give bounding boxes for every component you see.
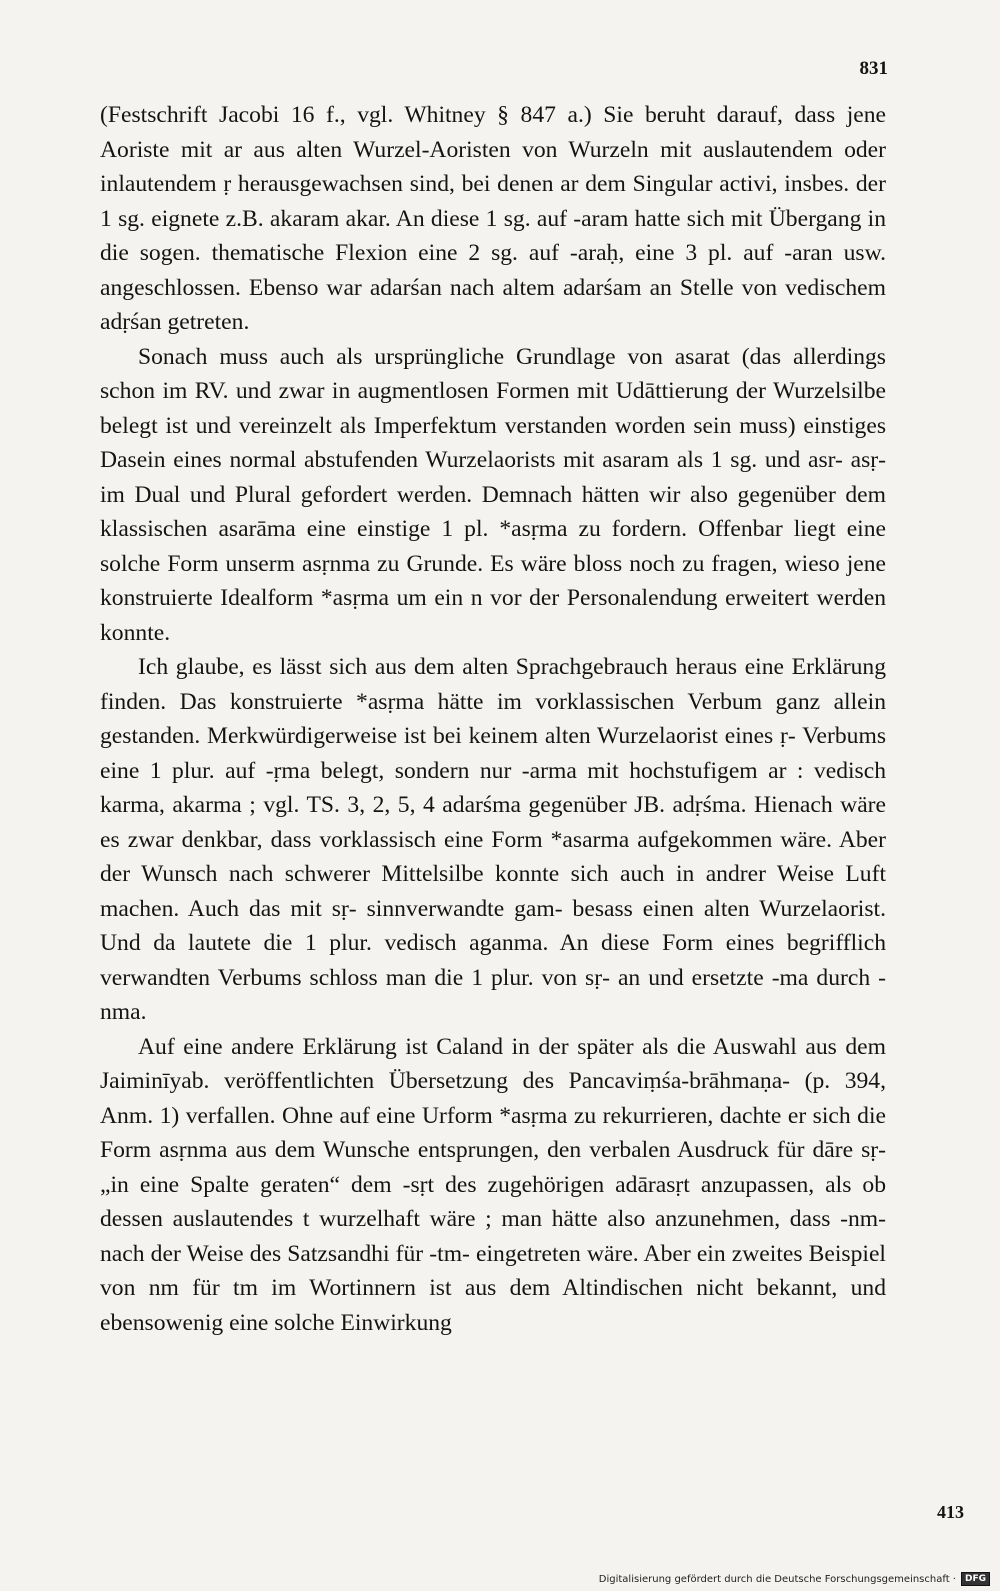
page-number-top: 831 xyxy=(859,58,888,79)
paragraph-1: (Festschrift Jacobi 16 f., vgl. Whitney § 847 a.) Sie beruht darauf, dass jene Aoriste mit ar aus alten Wurzel-Aoristen von Wurzeln mit auslautendem oder inlautendem ṛ herausgewachsen sind, bei denen ar dem Singular activi, insbes. der 1 sg. eignete z.B. akaram akar. An diese 1 sg. auf -aram hatte sich mit Übergang in die sogen. thematische Flexion eine 2 sg. auf -araḥ, eine 3 pl. auf -aran usw. angeschlossen. Ebenso war adarśan nach altem adarśam an Stelle von vedischem adṛśan getreten. xyxy=(100,102,886,335)
footer-bar xyxy=(599,1572,990,1586)
paragraph-2: Sonach muss auch als ursprüngliche Grundlage von asarat (das allerdings schon im RV. und zwar in augmentlosen Formen mit Udāttierung der Wurzelsilbe belegt ist und vereinzelt als Imperfektum verstanden worden sein muss) einstiges Dasein eines normal abstufenden Wurzelaorists mit asaram als 1 sg. und asr- asṛ- im Dual und Plural gefordert werden. Demnach hätten wir also gegenüber dem klassischen asarāma eine einstige 1 pl. *asṛma zu fordern. Offenbar liegt eine solche Form unserm asṛnma zu Grunde. Es wäre bloss noch zu fragen, wieso jene konstruierte Idealform *asṛma um ein n vor der Personalendung erweitert werden konnte. xyxy=(100,343,886,646)
page-number-bottom: 413 xyxy=(937,1502,964,1522)
paragraph-3: Ich glaube, es lässt sich aus dem alten Sprachgebrauch heraus eine Erklärung finden. Das konstruierte *asṛma hätte im vorklassischen Verbum ganz allein gestanden. Merkwürdigerweise ist bei keinem alten Wurzelaorist eines ṛ- Verbums eine 1 plur. auf -ṛma belegt, sondern nur -arma mit hochstufigem ar : vedisch karma, akarma ; vgl. TS. 3, 2, 5, 4 adarśma gegenüber JB. adṛśma. Hienach wäre es zwar denkbar, dass vorklassisch eine Form *asarma aufgekommen wäre. Aber der Wunsch nach schwerer Mittelsilbe konnte sich auch in andrer Weise Luft machen. Auch das mit sṛ- sinnverwandte gam- besass einen alten Wurzelaorist. Und da lautete die 1 plur. vedisch aganma. An diese Form eines begrifflich verwandten Verbums schloss man die 1 plur. von sṛ- an und ersetzte -ma durch -nma. xyxy=(100,654,886,1025)
footer-text: Digitalisierung gefördert durch die Deutsche Forschungsgemeinschaft · xyxy=(598,1573,956,1585)
dfg-logo-icon: DFG xyxy=(961,1572,990,1586)
paragraph-4: Auf eine andere Erklärung ist Caland in der später als die Auswahl aus dem Jaiminīyab. veröffentlichten Übersetzung des Pancaviṃśa-brāhmaṇa- (p. 394, Anm. 1) verfallen. Ohne auf eine Urform *asṛma zu rekurrieren, dachte er sich die Form asṛnma aus dem Wunsche entsprungen, den verbalen Ausdruck für dāre sṛ- „in eine Spalte geraten“ dem -sṛt des zugehörigen adārasṛt anzupassen, als ob dessen auslautendes t wurzelhaft wäre ; man hätte also anzunehmen, dass -nm- nach der Weise des Satzsandhi für -tm- eingetreten wäre. Aber ein zweites Beispiel von nm für tm im Wortinnern ist aus dem Altindischen nicht bekannt, und ebensowenig eine solche Einwirkung xyxy=(100,1033,886,1336)
text-block xyxy=(100,98,886,1340)
